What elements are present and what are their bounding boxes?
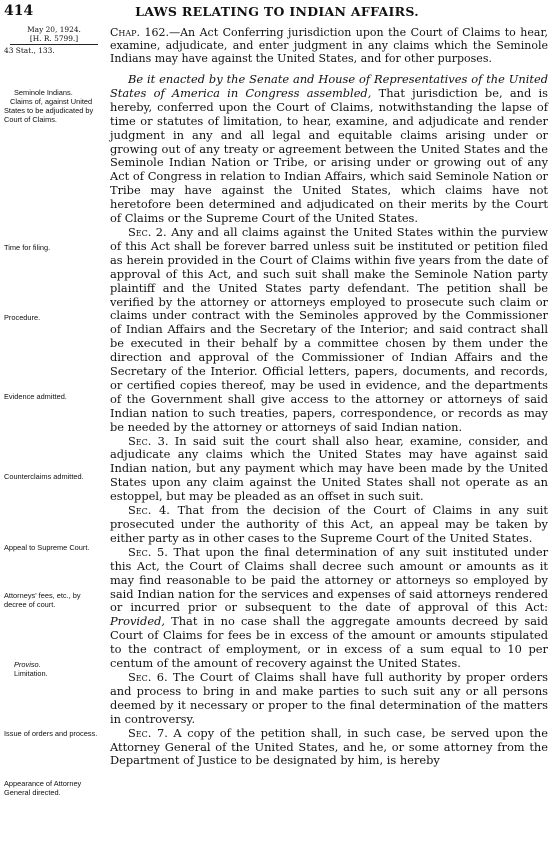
- act-body: [110, 73, 548, 768]
- margin-note-evidence: Evidence admitted.: [4, 392, 67, 401]
- margin-note-seminole: Seminole Indians. Claims of, against United States to be adjudicated by Court of Claims.: [4, 88, 94, 124]
- chapter-label: Chap. 162.: [110, 26, 170, 39]
- chapter-heading: [110, 26, 548, 65]
- margin-proviso: Proviso.: [14, 660, 41, 669]
- chapter-title: —An Act Conferring jurisdiction upon the Court of Claims to hear, examine, adjudicate, and enter judgment in any claims which the Seminole Indians may have against the United States, and for other purposes.: [110, 26, 549, 65]
- section-5: Sec. 5. That upon the final determination of any suit instituted under this Act, the Court of Claims shall decree such amount or amounts as it may find reasonable to be paid the attorney or attorneys so employed by said Indian nation for the services and expenses of said attorneys rendered or incurred prior or subsequent to the date of approval of this Act: Provided, That in no case shall the aggregate amounts decreed by said Court of Claims for fees be in excess of the amount or amounts stipulated to the contract of employment, or in excess of a sum equal to 10 per centum of the amount of recovery against the United States.: [110, 544, 549, 671]
- section-7: Sec. 7. A copy of the petition shall, in such case, be served upon the Attorney General of the United States, and he, or some attorney from the Department of Justice to be designated by him, is hereby: [110, 725, 548, 768]
- section-6: Sec. 6. The Court of Claims shall have full authority by proper orders and process to bring in and make parties to such suit any or all persons deemed by it necessary or proper to the final determination of the matters in controversy.: [110, 669, 548, 726]
- margin-limitation: Limitation.: [14, 669, 48, 678]
- margin-note-procedure: Procedure.: [4, 313, 41, 322]
- citation-box: [4, 25, 104, 55]
- margin-note-appeal: Appeal to Supreme Court.: [4, 543, 90, 552]
- enacting-clause: Be it enacted by the Senate and House of Representatives of the United States of America in Congress assembled, That jurisdiction be, and is hereby, conferred upon the Court of Claims, notwithstanding the lapse of time or statutes of limitation, to hear, examine, and adjudicate and render judgment in any and all legal and equitable claims arising under or growing out of any treaty or agreement between the United States and the Seminole Indian Nation or Tribe, or arising under or growing out of any Act of Congress in relation to Indian Affairs, which said Seminole Nation or Tribe may have against the United States, which claims have not heretofore been determined and adjudicated on their merits by the Court of Claims or the Supreme Court of the United States.: [110, 72, 548, 226]
- citation-bill: [H. R. 5799.]: [29, 34, 79, 43]
- running-header: [4, 3, 550, 19]
- citation-date: May 20, 1924.: [27, 25, 81, 34]
- margin-note-appearance: Appearance of Attorney General directed.: [4, 779, 82, 797]
- margin-note-proviso: [4, 660, 104, 678]
- section-2: Sec. 2. Any and all claims against the United States within the purview of this Act shall be forever barred unless suit be instituted or petition filed as herein provided in the Court of Claims within five years from the date of approval of this Act, and such suit shall make the Seminole Nation party plaintiff and the United States party defendant. The petition shall be verified by the attorney or attorneys employed to prosecute such claim or claims under contract with the Seminoles approved by the Commissioner of Indian Affairs and the Secretary of the Interior; and said contract shall be executed in their behalf by a committee chosen by them under the direction and approval of the Commissioner of Indian Affairs and the Secretary of the Interior. Official letters, papers, documents, and records, or certified copies thereof, may be used in evidence, and the departments of the Government shall give access to the attorney or attorneys of said Indian nation to such treaties, papers, correspondence, or records as may be needed by the attorney or attorneys of said Indian nation.: [110, 224, 548, 434]
- margin-note-counterclaims: Counterclaims admitted.: [4, 472, 84, 481]
- page-number: 414: [4, 3, 34, 19]
- section-3: Sec. 3. In said suit the court shall also hear, examine, consider, and adjudicate any claims which the United States may have against said Indian nation, but any payment which may have been made by the United States upon any claim against the United States shall not operate as an estoppel, but may be pleaded as an offset in such suit.: [110, 433, 549, 504]
- citation-statute: 43 Stat., 133.: [4, 46, 55, 55]
- margin-note-time: Time for filing.: [4, 243, 51, 252]
- margin-note-orders: Issue of orders and process.: [4, 729, 98, 738]
- margin-note-fees: Attorneys' fees, etc., by decree of court.: [4, 591, 81, 609]
- citation-rule: [10, 44, 98, 45]
- running-title: LAWS RELATING TO INDIAN AFFAIRS.: [135, 4, 419, 19]
- section-4: Sec. 4. That from the decision of the Court of Claims in any suit prosecuted under the authority of this Act, an appeal may be taken by either party as in other cases to the Supreme Court of the United States.: [110, 503, 549, 545]
